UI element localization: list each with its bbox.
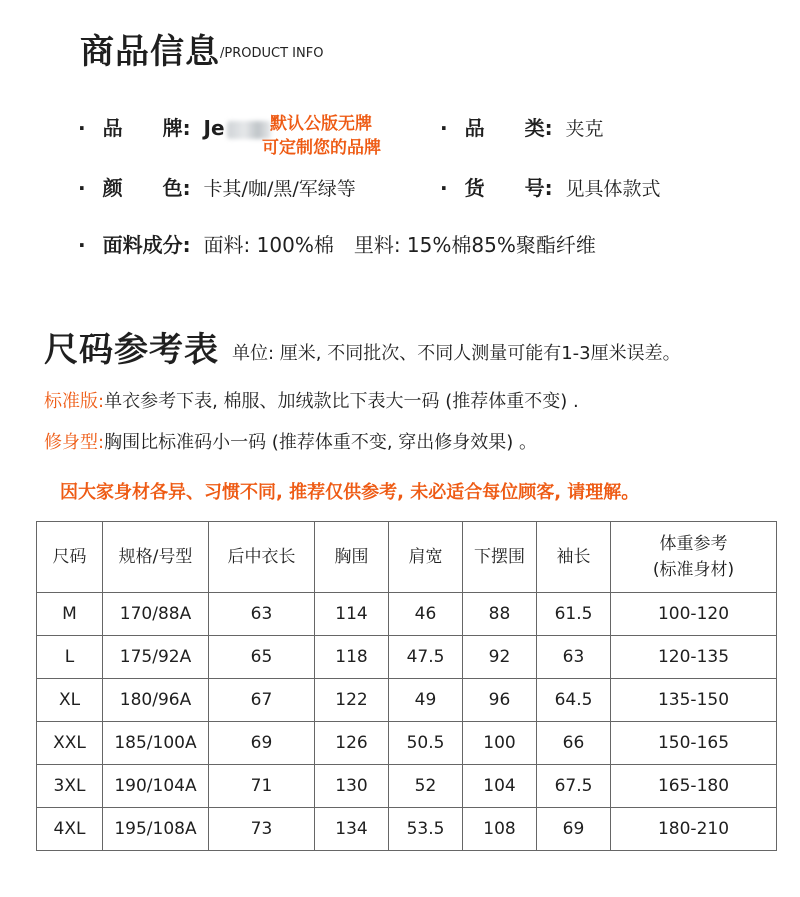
- cell-chest: 118: [315, 636, 389, 679]
- size-table: [36, 521, 777, 851]
- header-shoulder: 肩宽: [389, 522, 463, 593]
- brand-note: [262, 112, 381, 160]
- disclaimer: 因大家身材各异、习惯不同, 推荐仅供参考, 未必适合每位顾客, 请理解。: [60, 482, 640, 503]
- fabric-row: [78, 229, 596, 258]
- cell-shoulder: 49: [389, 679, 463, 722]
- cell-spec: 170/88A: [103, 593, 209, 636]
- cell-shoulder: 52: [389, 765, 463, 808]
- table-row: [37, 722, 777, 765]
- cell-weight: 180-210: [611, 808, 777, 851]
- page-title: 商品信息: [80, 32, 220, 72]
- cell-length: 71: [209, 765, 315, 808]
- cell-sleeve: 63: [537, 636, 611, 679]
- bullet: ·: [78, 233, 86, 257]
- header-size: 尺码: [37, 522, 103, 593]
- table-row: [37, 679, 777, 722]
- unit-note: 单位: 厘米, 不同批次、不同人测量可能有1-3厘米误差。: [232, 343, 681, 364]
- cell-hem: 104: [463, 765, 537, 808]
- table-row: [37, 808, 777, 851]
- header-weight: [611, 522, 777, 593]
- cell-hem: 92: [463, 636, 537, 679]
- cell-sleeve: 67.5: [537, 765, 611, 808]
- table-row: [37, 593, 777, 636]
- brand-note-line-1: 默认公版无牌: [270, 114, 372, 134]
- sku-value: 见具体款式: [565, 178, 661, 200]
- header-chest: 胸围: [315, 522, 389, 593]
- table-row: [37, 636, 777, 679]
- category-row: [440, 112, 604, 141]
- cell-sleeve: 66: [537, 722, 611, 765]
- cell-length: 69: [209, 722, 315, 765]
- color-label: 颜 色:: [102, 176, 191, 200]
- cell-size: M: [37, 593, 103, 636]
- cell-chest: 126: [315, 722, 389, 765]
- cell-shoulder: 47.5: [389, 636, 463, 679]
- standard-label: 标准版:: [44, 391, 105, 412]
- sku-label: 货 号:: [464, 176, 553, 200]
- cell-shoulder: 53.5: [389, 808, 463, 851]
- cell-hem: 96: [463, 679, 537, 722]
- cell-hem: 100: [463, 722, 537, 765]
- cell-spec: 175/92A: [103, 636, 209, 679]
- fabric-value: 面料: 100%棉 里料: 15%棉85%聚酯纤维: [203, 233, 596, 257]
- color-row: [78, 172, 356, 201]
- category-value: 夹克: [565, 118, 604, 140]
- bullet: ·: [78, 176, 86, 200]
- cell-hem: 108: [463, 808, 537, 851]
- cell-size: 4XL: [37, 808, 103, 851]
- cell-chest: 134: [315, 808, 389, 851]
- cell-hem: 88: [463, 593, 537, 636]
- slim-label: 修身型:: [44, 432, 105, 453]
- cell-weight: 165-180: [611, 765, 777, 808]
- header-hem: 下摆围: [463, 522, 537, 593]
- color-value: 卡其/咖/黑/军绿等: [203, 178, 356, 200]
- standard-note: [44, 387, 579, 413]
- category-label: 品 类:: [464, 116, 553, 140]
- cell-spec: 185/100A: [103, 722, 209, 765]
- brand-label: 品 牌:: [102, 116, 191, 140]
- cell-weight: 150-165: [611, 722, 777, 765]
- cell-length: 65: [209, 636, 315, 679]
- cell-sleeve: 69: [537, 808, 611, 851]
- bullet: ·: [440, 176, 448, 200]
- cell-shoulder: 46: [389, 593, 463, 636]
- cell-size: L: [37, 636, 103, 679]
- cell-length: 63: [209, 593, 315, 636]
- slim-note: [44, 428, 537, 454]
- table-row: [37, 765, 777, 808]
- cell-size: XL: [37, 679, 103, 722]
- cell-chest: 114: [315, 593, 389, 636]
- cell-length: 67: [209, 679, 315, 722]
- cell-weight: 100-120: [611, 593, 777, 636]
- fabric-label: 面料成分:: [102, 233, 191, 257]
- slim-text: 胸围比标准码小一码 (推荐体重不变, 穿出修身效果) 。: [104, 432, 538, 453]
- header-spec: 规格/号型: [103, 522, 209, 593]
- standard-text: 单衣参考下表, 棉服、加绒款比下表大一码 (推荐体重不变) .: [104, 391, 579, 412]
- cell-size: 3XL: [37, 765, 103, 808]
- brand-note-line-2: 可定制您的品牌: [262, 138, 381, 158]
- header-weight-line-2: (标准身材): [652, 560, 735, 580]
- table-header-row: [37, 522, 777, 593]
- cell-weight: 135-150: [611, 679, 777, 722]
- cell-shoulder: 50.5: [389, 722, 463, 765]
- cell-length: 73: [209, 808, 315, 851]
- cell-sleeve: 64.5: [537, 679, 611, 722]
- brand-value: Je: [203, 116, 225, 140]
- header-length: 后中衣长: [209, 522, 315, 593]
- cell-sleeve: 61.5: [537, 593, 611, 636]
- bullet: ·: [440, 116, 448, 140]
- cell-chest: 122: [315, 679, 389, 722]
- header-sleeve: 袖长: [537, 522, 611, 593]
- bullet: ·: [78, 116, 86, 140]
- cell-size: XXL: [37, 722, 103, 765]
- cell-spec: 195/108A: [103, 808, 209, 851]
- header-weight-line-1: 体重参考: [659, 534, 728, 554]
- brand-row: [78, 112, 271, 141]
- size-chart-title: 尺码参考表: [44, 330, 219, 370]
- sku-row: [440, 172, 661, 201]
- cell-spec: 180/96A: [103, 679, 209, 722]
- page-subtitle: /PRODUCT INFO: [220, 46, 324, 61]
- cell-weight: 120-135: [611, 636, 777, 679]
- cell-spec: 190/104A: [103, 765, 209, 808]
- cell-chest: 130: [315, 765, 389, 808]
